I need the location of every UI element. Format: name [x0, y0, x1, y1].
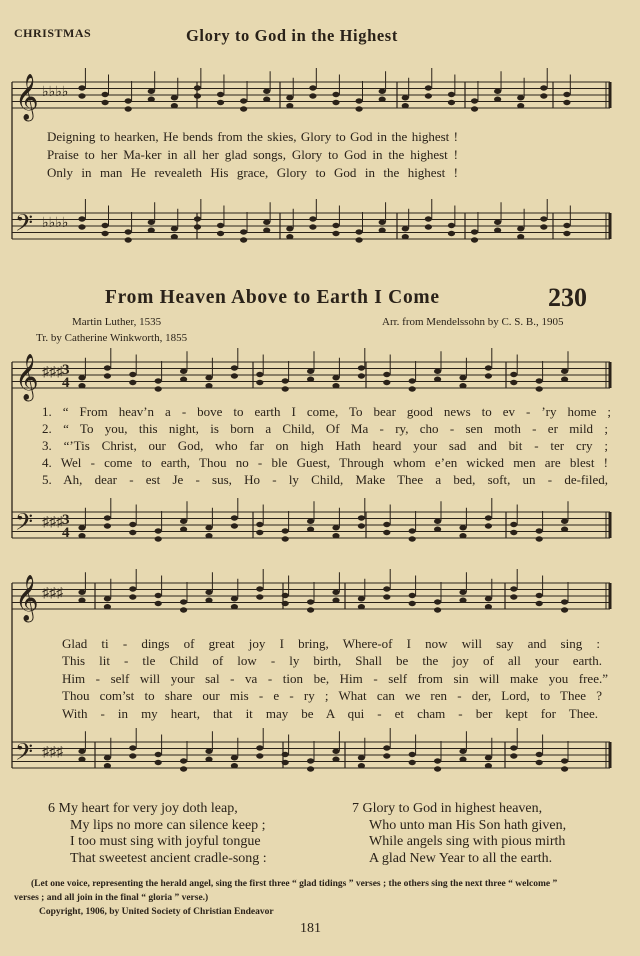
note-head: [194, 93, 201, 98]
note-head: [205, 598, 212, 603]
note-head: [125, 98, 132, 103]
note-head: [383, 745, 390, 750]
note-head: [205, 749, 212, 754]
note-head: [307, 607, 314, 612]
note-head: [332, 92, 339, 97]
note-head: [355, 229, 362, 234]
note-head: [205, 757, 212, 762]
note-head: [217, 223, 224, 228]
note-head: [540, 93, 547, 98]
note-head: [448, 100, 455, 105]
note-head: [536, 386, 543, 391]
note-head: [180, 599, 187, 604]
note-head: [129, 753, 136, 758]
note-head: [561, 369, 568, 374]
treble-clef: 𝄞: [15, 74, 39, 119]
note-head: [561, 519, 568, 524]
key-signature: ♭♭♭♭: [42, 216, 69, 231]
time-signature: 4: [62, 525, 70, 541]
stanza-line: A glad New Year to all the earth.: [369, 851, 553, 866]
note-head: [78, 533, 85, 538]
note-head: [494, 220, 501, 225]
note-head: [358, 373, 365, 378]
note-head: [332, 590, 339, 595]
note-head: [309, 216, 316, 221]
note-head: [459, 590, 466, 595]
note-head: [485, 755, 492, 760]
lyric-line: Deigning to hearken, He bends from the skies, Glory to God in the highest !: [47, 129, 458, 144]
note-head: [561, 607, 568, 612]
note-head: [448, 231, 455, 236]
note-head: [536, 536, 543, 541]
note-head: [148, 89, 155, 94]
note-head: [104, 604, 111, 609]
note-head: [402, 226, 409, 231]
note-head: [78, 757, 85, 762]
note-head: [104, 373, 111, 378]
stanza-line: I too must sing with joyful tongue: [70, 834, 261, 849]
note-head: [409, 378, 416, 383]
note-head: [471, 106, 478, 111]
note-head: [148, 228, 155, 233]
note-head: [332, 383, 339, 388]
note-head: [471, 237, 478, 242]
note-head: [129, 522, 136, 527]
note-head: [409, 528, 416, 533]
note-head: [459, 375, 466, 380]
note-head: [155, 760, 162, 765]
note-head: [171, 95, 178, 100]
note-head: [510, 753, 517, 758]
note-head: [282, 528, 289, 533]
note-head: [448, 92, 455, 97]
note-head: [231, 596, 238, 601]
note-head: [286, 226, 293, 231]
note-head: [194, 224, 201, 229]
note-head: [358, 763, 365, 768]
note-head: [383, 530, 390, 535]
note-head: [540, 224, 547, 229]
note-head: [402, 95, 409, 100]
refrain-line-4: Thou com’st to share our mis - e - ry ; What can we ren - der, Lord, to Thee ?: [62, 688, 602, 703]
note-head: [205, 533, 212, 538]
note-head: [194, 216, 201, 221]
note-head: [536, 601, 543, 606]
note-head: [409, 601, 416, 606]
note-head: [217, 100, 224, 105]
bass-clef: 𝄢: [15, 510, 34, 541]
note-head: [256, 745, 263, 750]
note-head: [240, 229, 247, 234]
note-head: [263, 97, 270, 102]
note-head: [485, 515, 492, 520]
note-head: [101, 100, 108, 105]
note-head: [379, 97, 386, 102]
stanza-line: 7 Glory to God in highest heaven,: [352, 801, 543, 816]
note-head: [332, 598, 339, 603]
stanza-line: That sweetest ancient cradle-song :: [70, 851, 267, 866]
note-head: [332, 223, 339, 228]
note-head: [309, 224, 316, 229]
note-head: [125, 106, 132, 111]
treble-clef: 𝄞: [15, 575, 39, 620]
note-head: [332, 231, 339, 236]
translator-credit: Tr. by Catherine Winkworth, 1855: [36, 332, 188, 344]
key-signature: ♯♯♯: [42, 515, 63, 530]
note-head: [358, 604, 365, 609]
note-head: [256, 522, 263, 527]
lyric-line: Only in man He revealeth His grace, Glory to God in the highest !: [47, 165, 458, 180]
note-head: [309, 85, 316, 90]
note-head: [194, 85, 201, 90]
note-head: [434, 377, 441, 382]
note-head: [563, 92, 570, 97]
section-label: CHRISTMAS: [14, 26, 92, 40]
note-head: [78, 93, 85, 98]
note-head: [517, 103, 524, 108]
hymn-number: 230: [548, 283, 587, 312]
note-head: [561, 527, 568, 532]
note-head: [256, 586, 263, 591]
copyright: Copyright, 1906, by United Society of Christian Endeavor: [39, 907, 274, 917]
verse-line-2: 2. “ To you, this night, is born a Child, Of Ma - ry, cho - sen moth - er mild ;: [42, 421, 608, 436]
note-head: [155, 386, 162, 391]
note-head: [307, 766, 314, 771]
note-head: [402, 234, 409, 239]
note-head: [383, 380, 390, 385]
note-head: [78, 224, 85, 229]
note-head: [510, 586, 517, 591]
note-head: [379, 228, 386, 233]
note-head: [104, 515, 111, 520]
note-head: [104, 763, 111, 768]
note-head: [256, 380, 263, 385]
note-head: [540, 216, 547, 221]
note-head: [459, 757, 466, 762]
refrain-line-2: This lit - tle Child of low - ly birth, Shall be the joy of all your earth.: [62, 653, 602, 668]
note-head: [180, 527, 187, 532]
note-head: [561, 766, 568, 771]
note-head: [561, 377, 568, 382]
note-head: [171, 226, 178, 231]
note-head: [434, 527, 441, 532]
note-head: [129, 594, 136, 599]
note-head: [231, 365, 238, 370]
performance-note: (Let one voice, representing the herald angel, sing the first three “ glad tidings ” verses ; the others sing the next three “ welcome ”: [31, 879, 558, 889]
note-head: [282, 752, 289, 757]
note-head: [307, 758, 314, 763]
note-head: [561, 758, 568, 763]
note-head: [78, 216, 85, 221]
note-head: [332, 525, 339, 530]
note-head: [379, 89, 386, 94]
note-head: [129, 745, 136, 750]
note-head: [494, 228, 501, 233]
note-head: [78, 375, 85, 380]
page-number: 181: [300, 921, 321, 936]
note-head: [485, 763, 492, 768]
note-head: [510, 745, 517, 750]
note-head: [409, 752, 416, 757]
note-head: [494, 89, 501, 94]
note-head: [510, 372, 517, 377]
note-head: [104, 523, 111, 528]
note-head: [180, 607, 187, 612]
note-head: [180, 766, 187, 771]
stanza-line: While angels sing with pious mirth: [369, 834, 566, 849]
note-head: [125, 229, 132, 234]
note-head: [536, 760, 543, 765]
note-head: [358, 515, 365, 520]
bass-clef: 𝄢: [15, 211, 34, 242]
note-head: [155, 752, 162, 757]
note-head: [78, 590, 85, 595]
time-signature: 4: [62, 375, 70, 391]
note-head: [231, 763, 238, 768]
note-head: [148, 97, 155, 102]
refrain-line-5: With - in my heart, that it may be A qui - et cham - ber kept for Thee.: [62, 706, 598, 721]
note-head: [536, 528, 543, 533]
note-head: [101, 231, 108, 236]
note-head: [536, 752, 543, 757]
note-head: [282, 760, 289, 765]
note-head: [307, 369, 314, 374]
note-head: [563, 231, 570, 236]
note-head: [231, 515, 238, 520]
note-head: [332, 757, 339, 762]
key-signature: ♭♭♭♭: [42, 85, 69, 100]
note-head: [409, 593, 416, 598]
note-head: [101, 92, 108, 97]
note-head: [217, 92, 224, 97]
note-head: [510, 594, 517, 599]
note-head: [155, 528, 162, 533]
refrain-line-3: Him - self will your sal - va - tion be, Him - self from sin will make you free.”: [62, 671, 608, 686]
note-head: [563, 100, 570, 105]
note-head: [217, 231, 224, 236]
note-head: [231, 604, 238, 609]
note-head: [171, 234, 178, 239]
note-head: [517, 95, 524, 100]
note-head: [409, 536, 416, 541]
bass-clef: 𝄢: [15, 740, 34, 771]
refrain-line-1: Glad ti - dings of great joy I bring, Where-of I now will say and sing :: [62, 636, 600, 651]
note-head: [307, 377, 314, 382]
note-head: [355, 237, 362, 242]
note-head: [282, 386, 289, 391]
key-signature: ♯♯♯: [42, 586, 63, 601]
note-head: [332, 375, 339, 380]
note-head: [434, 369, 441, 374]
note-head: [434, 766, 441, 771]
note-head: [355, 98, 362, 103]
note-head: [282, 378, 289, 383]
note-head: [561, 599, 568, 604]
note-head: [494, 97, 501, 102]
note-head: [358, 596, 365, 601]
note-head: [104, 755, 111, 760]
note-head: [205, 590, 212, 595]
note-head: [510, 530, 517, 535]
note-head: [180, 377, 187, 382]
note-head: [155, 601, 162, 606]
note-head: [425, 93, 432, 98]
note-head: [383, 753, 390, 758]
note-head: [379, 220, 386, 225]
note-head: [205, 375, 212, 380]
note-head: [307, 527, 314, 532]
note-head: [434, 519, 441, 524]
note-head: [425, 85, 432, 90]
previous-hymn-title: Glory to God in the Highest: [186, 26, 398, 45]
note-head: [448, 223, 455, 228]
note-head: [282, 601, 289, 606]
note-head: [459, 598, 466, 603]
note-head: [563, 223, 570, 228]
note-head: [307, 599, 314, 604]
note-head: [517, 234, 524, 239]
note-head: [307, 519, 314, 524]
note-head: [129, 586, 136, 591]
note-head: [282, 593, 289, 598]
note-head: [536, 378, 543, 383]
note-head: [383, 594, 390, 599]
hymn-title: From Heaven Above to Earth I Come: [105, 287, 440, 308]
note-head: [256, 530, 263, 535]
note-head: [332, 533, 339, 538]
note-head: [332, 100, 339, 105]
note-head: [231, 373, 238, 378]
stanza-line: My lips no more can silence keep ;: [70, 818, 266, 833]
note-head: [240, 98, 247, 103]
note-head: [510, 380, 517, 385]
note-head: [425, 224, 432, 229]
note-head: [240, 106, 247, 111]
note-head: [78, 598, 85, 603]
note-head: [358, 365, 365, 370]
note-head: [471, 98, 478, 103]
note-head: [231, 755, 238, 760]
note-head: [180, 758, 187, 763]
note-head: [78, 749, 85, 754]
note-head: [263, 220, 270, 225]
note-head: [286, 234, 293, 239]
note-head: [104, 365, 111, 370]
note-head: [129, 380, 136, 385]
note-head: [459, 525, 466, 530]
note-head: [540, 85, 547, 90]
note-head: [409, 760, 416, 765]
note-head: [231, 523, 238, 528]
note-head: [78, 383, 85, 388]
lyric-line: Praise to her Ma-ker in all her glad songs, Glory to God in the highest !: [47, 147, 458, 162]
note-head: [434, 599, 441, 604]
note-head: [355, 106, 362, 111]
note-head: [485, 365, 492, 370]
note-head: [459, 533, 466, 538]
note-head: [358, 523, 365, 528]
note-head: [383, 522, 390, 527]
verse-line-5: 5. Ah, dear - est Je - sus, Ho - ly Child, Make Thee a bed, soft, un - de-filed,: [42, 472, 608, 487]
treble-clef: 𝄞: [15, 354, 39, 399]
note-head: [332, 749, 339, 754]
arranger-credit: Arr. from Mendelssohn by C. S. B., 1905: [382, 316, 564, 328]
key-signature: ♯♯♯: [42, 745, 63, 760]
note-head: [171, 103, 178, 108]
performance-note-cont: verses ; and all join in the final “ gloria ” verse.): [14, 893, 209, 903]
note-head: [256, 372, 263, 377]
note-head: [148, 220, 155, 225]
note-head: [282, 536, 289, 541]
note-head: [256, 594, 263, 599]
note-head: [402, 103, 409, 108]
note-head: [434, 607, 441, 612]
note-head: [286, 95, 293, 100]
note-head: [129, 530, 136, 535]
time-signature: 3: [62, 512, 70, 528]
note-head: [155, 593, 162, 598]
note-head: [104, 596, 111, 601]
note-head: [358, 755, 365, 760]
note-head: [155, 536, 162, 541]
note-head: [155, 378, 162, 383]
verse-line-1: 1. “ From heav’n a - bove to earth I come, To bear good news to ev - ’ry home ;: [42, 404, 611, 419]
note-head: [471, 229, 478, 234]
time-signature: 3: [62, 362, 70, 378]
note-head: [309, 93, 316, 98]
note-head: [205, 525, 212, 530]
note-head: [485, 596, 492, 601]
note-head: [510, 522, 517, 527]
note-head: [78, 85, 85, 90]
note-head: [263, 228, 270, 233]
note-head: [517, 226, 524, 231]
note-head: [101, 223, 108, 228]
note-head: [256, 753, 263, 758]
note-head: [383, 372, 390, 377]
note-head: [485, 373, 492, 378]
stanza-line: 6 My heart for very joy doth leap,: [48, 801, 238, 816]
note-head: [240, 237, 247, 242]
note-head: [459, 749, 466, 754]
note-head: [180, 519, 187, 524]
note-head: [286, 103, 293, 108]
note-head: [485, 523, 492, 528]
note-head: [205, 383, 212, 388]
note-head: [434, 758, 441, 763]
note-head: [485, 604, 492, 609]
verse-line-3: 3. “’Tis Christ, our God, who far on high Hath heard your sad and bit - ter cry ;: [42, 438, 608, 453]
note-head: [180, 369, 187, 374]
note-head: [409, 386, 416, 391]
note-head: [536, 593, 543, 598]
note-head: [383, 586, 390, 591]
stanza-line: Who unto man His Son hath given,: [369, 818, 567, 833]
verse-line-4: 4. Wel - come to earth, Thou no - ble Guest, Through whom e’en wicked men are blest !: [42, 455, 608, 470]
note-head: [263, 89, 270, 94]
note-head: [125, 237, 132, 242]
note-head: [459, 383, 466, 388]
note-head: [129, 372, 136, 377]
note-head: [78, 525, 85, 530]
note-head: [425, 216, 432, 221]
author-credit: Martin Luther, 1535: [72, 316, 162, 328]
key-signature: ♯♯♯: [42, 365, 63, 380]
